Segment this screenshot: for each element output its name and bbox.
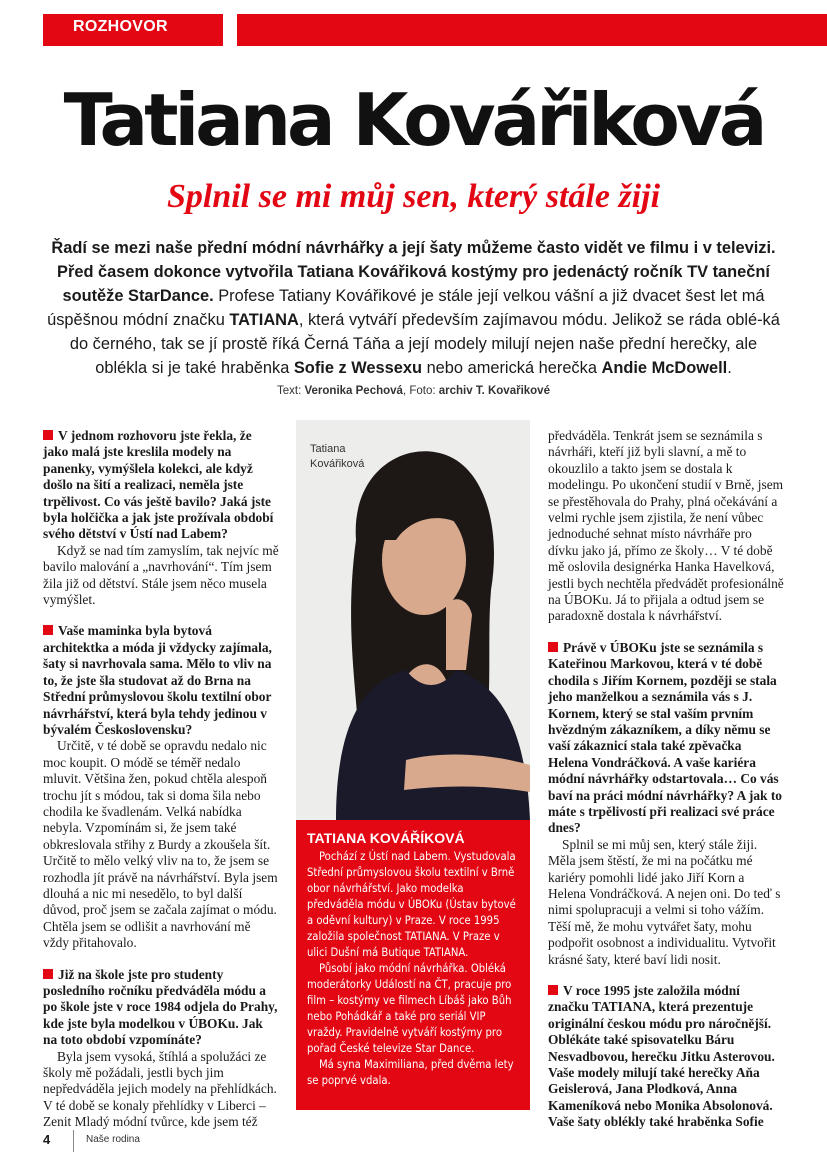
answer-4: Splnil se mi můj sen, který stále žiji. Měla jsem štěstí, že mi na počátku mé kariéry pomohli lidé jako Jiří Korn a Helena Vondráčková. A nejen oni. Do teď s nimi spolupracuji a velmi si toho vážím. Těší mě, že mohu vytvářet šaty, mohu podpořit osobnost a individualitu. Vytvořit krásné šaty, které baví lidi nosit.	[548, 836, 781, 967]
question-1	[43, 428, 279, 543]
credits-photo-label: , Foto:	[402, 385, 439, 397]
credits-author: Veronika Pechová	[304, 385, 403, 397]
page-number: 4	[43, 1132, 51, 1147]
info-box-text	[307, 849, 523, 1089]
info-box-paragraph-3: Má syna Maximiliana, před dvěma lety se poprvé vdala.	[307, 1058, 514, 1087]
question-2-text: Vaše maminka byla bytová architektka a móda ji vždycky zajímala, šaty si navrhovala sama. Mělo to vliv na to, že jste šla studovat až do Brna na Střední průmyslovou školu textilní obor návrhářství, která byla tehdy jedinou v bývalém Československu?	[43, 623, 272, 737]
header-bar	[237, 14, 827, 46]
photo-caption: Tatiana Kovářiková	[310, 443, 365, 470]
answer-2: Určitě, v té době se opravdu nedalo nic moc koupit. O módě se téměř nedalo mluvit. Většina žen, pokud chtěla alespoň trochu jít s módou, tak si doma šila nebo chodila ke švadlenám. Velká nabídka nebyla. Vzpomínám si, že jsem také obkreslovala střihy z Burdy a zkoušela šít. Určitě to mělo velký vliv na to, že jsem se rozhodla jít právě na návrhářství. Byla jsem dlouhá a nic mi nesedělo, to byl další důvod, proč jsem se začala zajímat o módu. Chtěla jsem se odlišit a navrhování mě vždy přitahovalo.	[43, 738, 278, 951]
column-left	[43, 428, 279, 1131]
bullet-square-icon	[43, 969, 53, 979]
credits-photo-source: archiv T. Kovařikové	[438, 385, 550, 397]
question-3	[43, 967, 279, 1049]
article-subtitle: Splnil se mi můj sen, který stále žiji	[166, 178, 661, 215]
lead-bold-1: Řadí se mezi naše přední módní návrhářky a její šaty můžeme často vidět ve filmu i v televizi. Před časem dokonce vytvořila Tatiana Kovářiková kostýmy pro jedenáctý ročník TV taneční soutěže StarDance.	[51, 239, 776, 305]
info-box-paragraph-2: Působí jako módní návrhářka. Obléká moderátorky Událostí na ČT, pracuje pro film – kostýmy ve filmech Líbáš jako Bůh nebo Pohádkář a také pro seriál VIP vraždy. Pravidelně vytváří kostýmy pro pořad České televize Star Dance.	[307, 962, 512, 1055]
lead-bold-2: TATIANA	[229, 311, 299, 329]
info-box-paragraph-1: Pochází z Ústí nad Labem. Vystudovala Střední průmyslovou školu textilní v Brně obor návrhářství. Jako modelka předváděla módu v ÚBOKu (Ústav bytové a oděvní kultury) v Praze. V roce 1995 založila společnost TATIANA. V Praze v ulici Dušní má Butique TATIANA.	[307, 850, 516, 959]
question-4-text: Právě v ÚBOKu jste se seznámila s Kateřinou Markovou, která v té době chodila s Jiřím Kornem, později se stala jeho manželkou a seznámila vás s J. Kornem, který se stal vaším prvním hvězdným zákazníkem, a díky němu se vaší zákaznicí stala také zpěvačka Helena Vondráčková. A vaše kariéra módní návrhářky odstartovala… Co vás baví na práci módní návrhářky? A jak to máte s trpělivostí při realizaci své práce dnes?	[548, 639, 783, 836]
info-box-title: TATIANA KOVÁŘÍKOVÁ	[307, 830, 465, 846]
bullet-square-icon	[43, 625, 53, 635]
question-2	[43, 623, 279, 738]
footer-divider	[73, 1130, 74, 1152]
bullet-square-icon	[43, 430, 53, 440]
answer-3: Byla jsem vysoká, štíhlá a spolužáci ze školy mě požádali, jestli bych jim nepředváděla jejich modely na přehlídkách. V té době se konaly přehlídky v Liberci – Zenit Mladý módní tvůrce, kde jsem též	[43, 1048, 277, 1130]
answer-3-continued: předváděla. Tenkrát jsem se seznámila s návrháři, kteří již byli slavní, a mě to okouzlilo a takto jsem se dostala k modelingu. Po ukončení studií v Brně, jsem se přestěhovala do Prahy, plná očekávání a velmi rychle jsem zjistila, že není vůbec jednoduché sehnat místo návrháře pro dívku jako já, přímo ze školy… V té době mě oslovila designérka Hanka Havelková, jestli bych nechtěla předvádět profesionálně na ÚBOKu. Já to přijala a odtud jsem se paradoxně dostala k návrhářství.	[548, 428, 784, 624]
credits	[0, 385, 827, 397]
question-5	[548, 983, 784, 1131]
lead-text-3: nebo americká herečka	[422, 359, 602, 377]
question-5-text: V roce 1995 jste založila módní značku TATIANA, která prezentuje originální českou módu pro náročnější. Oblékáte také spisovatelku Báru Nesvadbovou, herečku Jitku Asterovou. Vaše modely milují také herečky Aňa Geislerová, Jana Plodková, Anna Kameníková nebo Monika Absolonová. Vaše šaty oblékly také hraběnka Sofie	[548, 983, 775, 1130]
question-3-text: Již na škole jste pro studenty posledního ročníku předváděla módu a po škole jste v roce 1984 odjela do Prahy, kde jste byla modelkou v ÚBOKu. Jak na toto období vzpomínáte?	[43, 966, 278, 1048]
answer-1: Když se nad tím zamyslím, tak nejvíc mě bavilo malování a „navrhování“. Tím jsem žila již od dětství. Stále jsem něco musela vymýšlet.	[43, 542, 279, 608]
question-4	[548, 640, 784, 837]
lead-text-1: Profese Tatiany Kovářikové je stále její velkou vášní a již dvacet šest let má úspěšnou módní značku	[47, 287, 765, 329]
bullet-square-icon	[548, 642, 558, 652]
magazine-name: Naše rodina	[86, 1134, 140, 1145]
article-title: Tatiana Kovářiková	[63, 78, 764, 162]
question-1-text: V jednom rozhovoru jste řekla, že jako malá jste kreslila modely na panenky, vymýšlela kolekci, ale když došlo na šití a realizaci, neměla jste trpělivost. Co vás ještě bavilo? Jaká jste byla holčička a jak jste prožívala období svého dětství v Ústí nad Labem?	[43, 428, 274, 542]
portrait-photo	[296, 420, 530, 820]
lead-paragraph	[46, 236, 781, 380]
lead-bold-3: Sofie z Wessexu	[293, 359, 423, 377]
lead-bold-4: Andie McDowell	[601, 359, 728, 377]
section-label: ROZHOVOR	[73, 18, 168, 35]
bullet-square-icon	[548, 985, 558, 995]
lead-text-2: , která vytváří především zajímavou módu. Jelikož se ráda oblé‑ká do černého, tak se jí prostě říká Černá Táňa a její modely milují nejen naše přední herečky, ale oblékla si je také hraběnka	[69, 311, 780, 377]
credits-text-label: Text:	[277, 385, 305, 397]
column-right	[548, 428, 784, 1131]
lead-text-4: .	[727, 359, 732, 377]
